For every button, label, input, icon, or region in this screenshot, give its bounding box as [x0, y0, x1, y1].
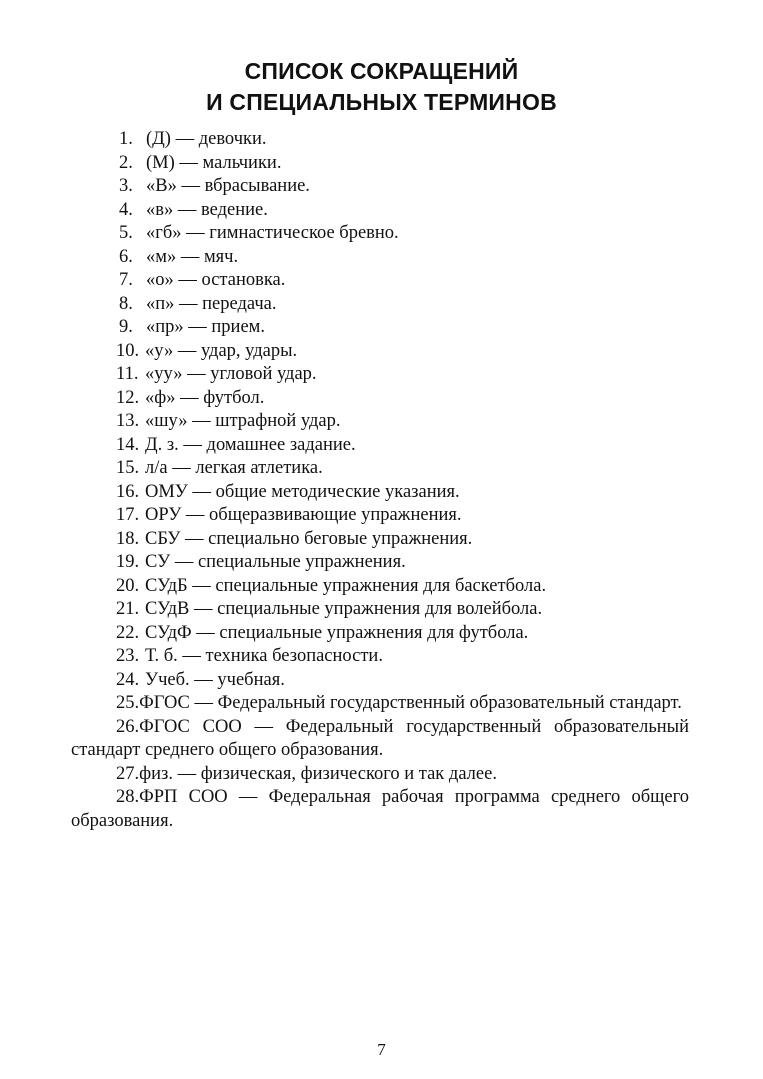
list-item	[0, 504, 763, 528]
item-text: «м» — мяч.	[146, 246, 239, 267]
list-item	[0, 269, 763, 293]
list-item	[0, 293, 763, 317]
item-text: СУдФ — специальные упражнения для футбола.	[145, 622, 529, 643]
list-item	[0, 598, 763, 622]
list-item	[0, 222, 763, 246]
item-number: 8.	[119, 293, 133, 314]
item-text: «В» — вбрасывание.	[146, 176, 310, 196]
item-number: 2.	[119, 152, 133, 173]
list-item	[0, 763, 763, 787]
item-text: СУ — специальные упражнения.	[145, 552, 406, 572]
list-item	[0, 645, 763, 669]
list-item	[0, 481, 763, 505]
item-number: 20.	[116, 575, 140, 596]
item-text: (Д) — девочки.	[146, 129, 267, 149]
list-item	[0, 457, 763, 481]
list-item	[0, 551, 763, 575]
item-text: «ф» — футбол.	[145, 387, 265, 408]
item-text: Д. з. — домашнее задание.	[145, 434, 356, 455]
item-text: ФГОС — Федеральный государственный образовательный стандарт.	[139, 693, 682, 713]
item-text: СБУ — специально беговые упражнения.	[145, 528, 473, 549]
item-text: СУдБ — специальные упражнения для баскетбола.	[145, 575, 547, 596]
abbreviation-list	[0, 128, 763, 833]
item-number: 24.	[116, 669, 140, 690]
item-text: «пр» — прием.	[146, 317, 265, 337]
item-number: 25.	[116, 693, 140, 713]
list-item	[0, 434, 763, 458]
item-number: 16.	[116, 481, 140, 502]
item-text: «уу» — угловой удар.	[145, 364, 317, 384]
item-text: СУдВ — специальные упражнения для волейбола.	[145, 599, 543, 619]
list-item	[0, 786, 763, 833]
list-item	[0, 622, 763, 646]
item-number: 28.	[116, 787, 140, 807]
list-item	[0, 692, 763, 716]
item-number: 23.	[116, 646, 140, 666]
item-text: (М) — мальчики.	[146, 152, 282, 173]
item-number: 27.	[116, 763, 140, 784]
item-number: 1.	[119, 129, 133, 149]
item-number: 6.	[119, 246, 133, 267]
list-item	[0, 340, 763, 364]
list-item	[0, 363, 763, 387]
item-number: 12.	[116, 387, 140, 408]
item-number: 14.	[116, 434, 140, 455]
list-item	[0, 716, 763, 763]
title-line-1: СПИСОК СОКРАЩЕНИЙ	[244, 58, 519, 84]
item-number: 21.	[116, 599, 140, 619]
list-item	[0, 528, 763, 552]
item-text: Т. б. — техника безопасности.	[145, 646, 383, 666]
list-item	[0, 246, 763, 270]
item-number: 11.	[116, 364, 139, 384]
list-item	[0, 575, 763, 599]
item-number: 15.	[116, 458, 140, 478]
item-text: «в» — ведение.	[146, 199, 268, 220]
item-number: 5.	[119, 223, 133, 243]
item-text: «п» — передача.	[146, 293, 277, 314]
item-text: ОМУ — общие методические указания.	[145, 481, 460, 502]
item-text: ФГОС СОО — Федеральный государственный образовательный стандарт среднего общего образования.	[71, 716, 689, 760]
list-item	[0, 199, 763, 223]
item-text: ФРП СОО — Федеральная рабочая программа среднего общего образования.	[71, 787, 689, 831]
item-number: 7.	[119, 270, 133, 290]
item-number: 19.	[116, 552, 140, 572]
list-item	[0, 128, 763, 152]
list-item	[0, 152, 763, 176]
item-text: «гб» — гимнастическое бревно.	[146, 223, 399, 243]
item-number: 9.	[119, 317, 133, 337]
item-number: 10.	[116, 340, 140, 361]
page-title	[0, 56, 763, 118]
item-number: 4.	[119, 199, 133, 220]
list-item	[0, 410, 763, 434]
item-text: «о» — остановка.	[146, 270, 286, 290]
title-line-2: И СПЕЦИАЛЬНЫХ ТЕРМИНОВ	[206, 89, 557, 115]
item-text: л/а — легкая атлетика.	[145, 458, 323, 478]
list-item	[0, 387, 763, 411]
item-text: «у» — удар, удары.	[145, 340, 298, 361]
page-number: 7	[377, 1040, 386, 1059]
list-item	[0, 669, 763, 693]
item-number: 17.	[116, 505, 140, 525]
item-number: 26.	[116, 716, 140, 737]
item-number: 22.	[116, 622, 140, 643]
item-number: 3.	[119, 176, 133, 196]
list-item	[0, 316, 763, 340]
item-number: 13.	[116, 411, 140, 431]
item-text: Учеб. — учебная.	[145, 669, 285, 690]
list-item	[0, 175, 763, 199]
item-number: 18.	[116, 528, 140, 549]
item-text: «шу» — штрафной удар.	[145, 411, 341, 431]
item-text: ОРУ — общеразвивающие упражнения.	[145, 505, 462, 525]
item-text: физ. — физическая, физического и так далее.	[139, 763, 497, 784]
